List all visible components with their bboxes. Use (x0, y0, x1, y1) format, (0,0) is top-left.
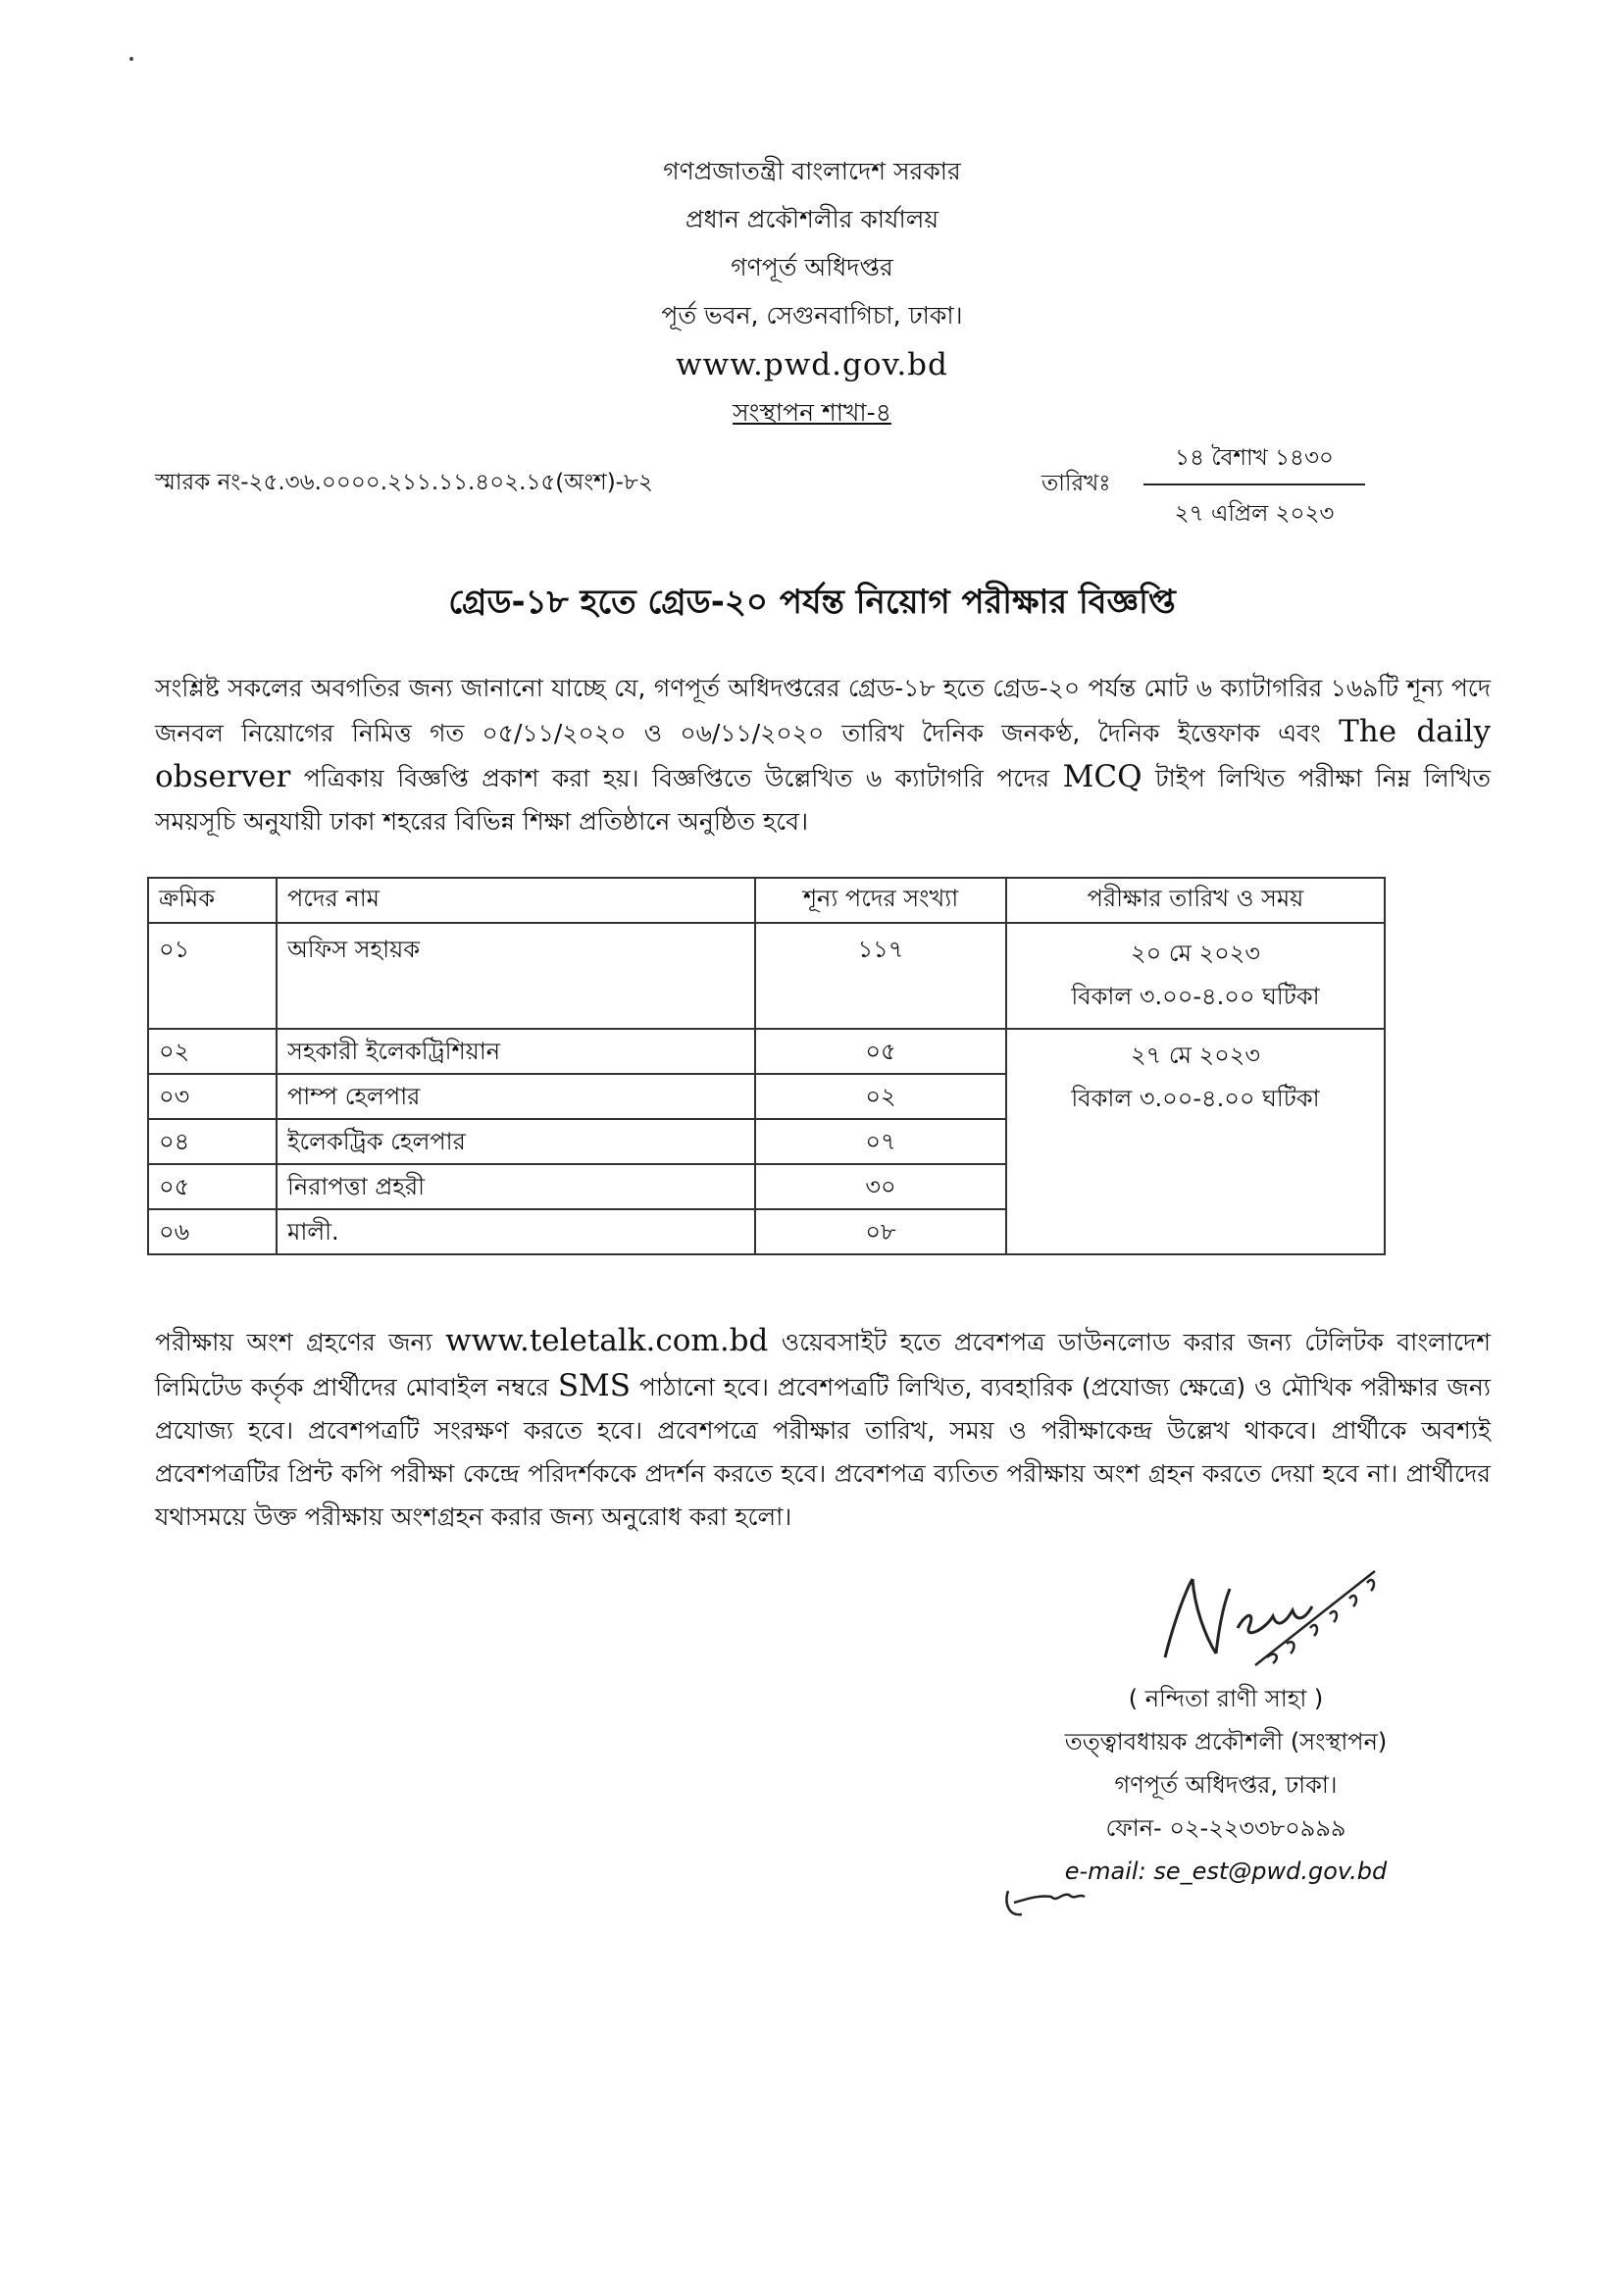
signer-email[interactable]: e-mail: se_est@pwd.gov.bd (1064, 1857, 1388, 1885)
post-cell: অফিস সহায়ক (277, 923, 755, 1029)
letterhead (0, 147, 1624, 435)
instructions-paragraph (155, 1319, 1491, 1539)
post-cell: মালী. (277, 1209, 755, 1254)
handwritten-signature (1147, 1559, 1383, 1677)
serial-cell: ০৩ (148, 1074, 277, 1119)
intro-text-3: টাইপ লিখিত পরীক্ষা নিম্ন লিখিত সময়সূচি অনুযায়ী ঢাকা শহরের বিভিন্ন শিক্ষা প্রতিষ্ঠানে অনুষ্ঠিত হবে। (155, 764, 1491, 836)
col-post-header: পদের নাম (277, 878, 755, 923)
mcq-label: MCQ (1062, 759, 1142, 794)
vacancy-cell: ০৮ (755, 1209, 1006, 1254)
signer-phone: ফোন- ০২-২২৩৩৮০৯৯৯ (1105, 1814, 1346, 1842)
newspaper-name: The daily observer (155, 714, 1491, 794)
exam-schedule-cell-1 (1006, 923, 1385, 1029)
notice-title: গ্রেড-১৮ হতে গ্রেড-২০ পর্যন্ত নিয়োগ পরীক্ষার বিজ্ঞপ্তি (448, 583, 1176, 622)
govt-name: গণপ্রজাতন্ত্রী বাংলাদেশ সরকার (663, 157, 961, 185)
memo-number: স্মারক নং-২৫.৩৬.০০০০.২১১.১১.৪০২.১৫(অংশ)-৮২ (155, 470, 653, 495)
date-label: তারিখঃ (1041, 471, 1111, 496)
post-cell: নিরাপত্তা প্রহরী (277, 1164, 755, 1209)
signer-office: গণপূর্ত অধিদপ্তর, ঢাকা। (1114, 1771, 1338, 1799)
serial-cell: ০৪ (148, 1119, 277, 1164)
department-name: গণপূর্ত অধিদপ্তর (731, 253, 893, 281)
sms-label: SMS (557, 1368, 632, 1403)
vacancy-cell: ৩০ (755, 1164, 1006, 1209)
signer-block (1010, 1677, 1442, 1893)
vacancy-cell: ১১৭ (755, 923, 1006, 1029)
vacancy-cell: ০৭ (755, 1119, 1006, 1164)
table-header-row (148, 878, 1385, 923)
table-row (148, 1029, 1385, 1074)
exam-time: বিকাল ৩.০০-৪.০০ ঘটিকা (1071, 983, 1320, 1010)
post-cell: ইলেকট্রিক হেলপার (277, 1119, 755, 1164)
intro-paragraph (155, 667, 1491, 843)
col-vacancy-header: শূন্য পদের সংখ্যা (755, 878, 1006, 923)
post-cell: পাম্প হেলপার (277, 1074, 755, 1119)
office-name: প্রধান প্রকৌশলীর কার্যালয় (685, 205, 939, 233)
exam-schedule-cell-2 (1006, 1029, 1385, 1254)
teletalk-link[interactable]: www.teletalk.com.bd (445, 1323, 769, 1358)
instructions-text-2: ওয়েবসাইট হতে প্রবেশপত্র ডাউনলোড করার জন্য টেলিটক বাংলাদেশ লিমিটেড কর্তৃক প্রার্থীদের মোবাইল নম্বরে (155, 1328, 1491, 1401)
initials-mark (1000, 1873, 1089, 1922)
gregorian-date: ২৭ এপ্রিল ২০২৩ (1174, 501, 1335, 527)
exam-schedule-table (147, 877, 1386, 1255)
serial-cell: ০৫ (148, 1164, 277, 1209)
col-serial-header: ক্রমিক (148, 878, 277, 923)
vacancy-cell: ০৫ (755, 1029, 1006, 1074)
vacancy-cell: ০২ (755, 1074, 1006, 1119)
signer-designation: তত্ত্বাবধায়ক প্রকৌশলী (সংস্থাপন) (1064, 1728, 1388, 1756)
branch-name: সংস্থাপন শাখা-৪ (733, 398, 891, 427)
website-link[interactable]: www.pwd.gov.bd (676, 347, 948, 382)
instructions-text-1: পরীক্ষায় অংশ গ্রহণের জন্য (155, 1328, 432, 1356)
instructions-text-3: পাঠানো হবে। প্রবেশপত্রটি লিখিত, ব্যবহারিক (প্রযোজ্য ক্ষেত্রে) ও মৌখিক পরীক্ষার জন্য প্রযোজ্য হবে। প্রবেশপত্রটি সংরক্ষণ করতে হবে। প্রবেশপত্রে পরীক্ষার তারিখ, সময় ও পরীক্ষাকেন্দ্র উল্লেখ থাকবে। প্রার্থীকে অবশ্যই প্রবেশপত্রটির প্রিন্ট কপি পরীক্ষা কেন্দ্রে পরিদর্শককে প্রদর্শন করতে হবে। প্রবেশপত্র ব্যতিত পরীক্ষায় অংশ গ্রহন করতে দেয়া হবে না। প্রার্থীদের যথাসময়ে উক্ত পরীক্ষায় অংশগ্রহন করার জন্য অনুরোধ করা হলো। (155, 1373, 1492, 1531)
office-address: পূর্ত ভবন, সেগুনবাগিচা, ঢাকা। (661, 301, 963, 330)
date-block (1143, 439, 1365, 534)
intro-text-2: পত্রিকায় বিজ্ঞপ্তি প্রকাশ করা হয়। বিজ্ঞপ্তিতে উল্লেখিত ৬ ক্যাটাগরি পদের (303, 764, 1050, 792)
intro-text-1: সংশ্লিষ্ট সকলের অবগতির জন্য জানানো যাচ্ছে যে, গণপূর্ত অধিদপ্তরের গ্রেড-১৮ হতে গ্রেড-২০ পর্যন্ত মোট ৬ ক্যাটাগরির ১৬৯টি শূন্য পদে জনবল নিয়োগের নিমিত্ত গত ০৫/১১/২০২০ ও ০৬/১১/২০২০ তারিখ দৈনিক জনকণ্ঠ, দৈনিক ইত্তেফাক এবং (155, 674, 1491, 747)
serial-cell: ০৬ (148, 1209, 277, 1254)
serial-cell: ০২ (148, 1029, 277, 1074)
bangla-date: ১৪ বৈশাখ ১৪৩০ (1143, 439, 1365, 485)
post-cell: সহকারী ইলেকট্রিশিয়ান (277, 1029, 755, 1074)
serial-cell: ০১ (148, 923, 277, 1029)
exam-date: ২৭ মে ২০২৩ (1131, 1042, 1260, 1069)
scan-speck (129, 57, 133, 61)
col-exam-header: পরীক্ষার তারিখ ও সময় (1006, 878, 1385, 923)
table-row (148, 923, 1385, 1029)
exam-time: বিকাল ৩.০০-৪.০০ ঘটিকা (1071, 1085, 1320, 1112)
exam-date: ২০ মে ২০২৩ (1131, 940, 1260, 967)
signer-name: ( নন্দিতা রাণী সাহা ) (1128, 1685, 1324, 1712)
